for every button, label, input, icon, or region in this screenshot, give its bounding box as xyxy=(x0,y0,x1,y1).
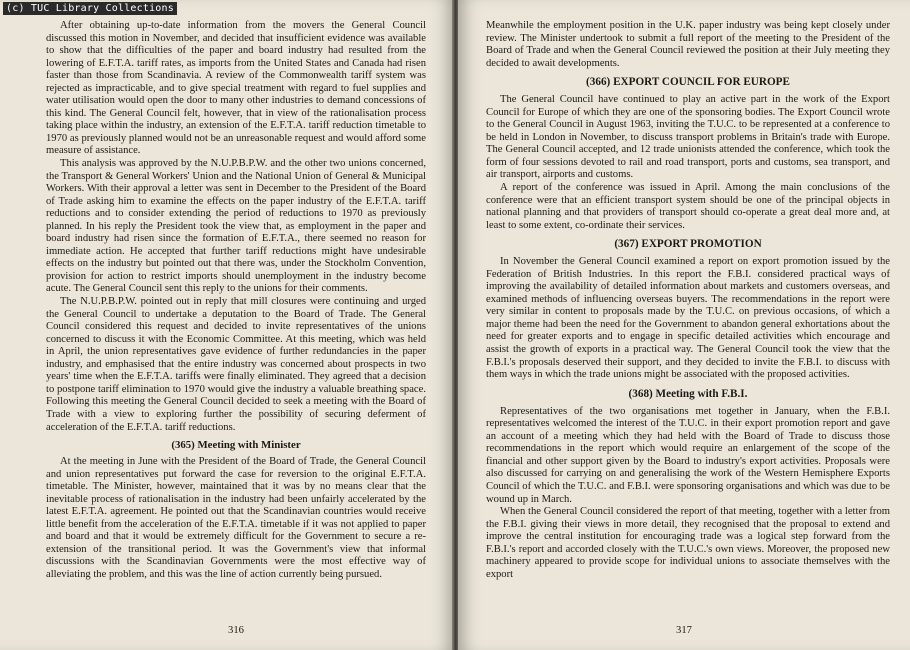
paragraph-366-1: The General Council have continued to play an active part in the work of the Export Council for Europe of which they are one of the sponsoring bodies. The Export Council wrote to the General Council in August 1963, inviting the T.U.C. to be represented at a conference to be held in London in November, to discuss transport problems in Britain's trade with Europe. The General Council accepted, and 12 trade unionists attended the conference, which took the form of four sessions devoted to rail and road transport, ports and customs, sea transport, and air transport, airports and customs. xyxy=(486,94,890,181)
page-number-left: 316 xyxy=(228,625,244,636)
left-paragraph-1: After obtaining up-to-date information from the movers the General Council discussed this motion in November, and decided that insufficient evidence was available to show that the difficulties of the paper and board industry had resulted from the lowering of E.F.T.A. tariff rates, as imports from the United States and Canada had risen faster than those from Scandinavia. A review of the Commonwealth tariff system was rejected as impracticable, and to give special treatment with regard to fuel supplies and water utilisation would open the door to many other industries to demand concessions of this kind. The General Council felt, however, that in view of the rationalisation process taking place within the industry, an extension of the E.F.T.A. tariff reduction timetable to 1970 as previously planned would not be an unreasonable request and would afford some measure of assistance. xyxy=(46,20,426,157)
heading-366: (366) EXPORT COUNCIL FOR EUROPE xyxy=(586,76,790,89)
paragraph-367: In November the General Council examined a report on export promotion issued by the Federation of British Industries. In this report the F.B.I. considered practical ways of improving the availability of detailed information about markets and customers overseas, and examined methods of influencing overseas buyers. The recommendations in the report were very similar in content to proposals made by the T.U.C. on previous occasions, of which a major theme had been the need for the Government to abandon general exhortations about the need for greater exports and to engage in specific detailed activities which encourage and assist the growth of exports in a practical way. The General Council took the view that the F.B.I.'s proposals deserved their support, and they decided to invite the F.B.I. to discuss with them ways in which the trade unions might be associated with the proposed activities. xyxy=(486,256,890,381)
paragraph-366-2: A report of the conference was issued in April. Among the main conclusions of the conference were that an efficient transport system should be one of the principal objects in national planning and that providers of transport should co-operate a great deal more and, at least to some extent, co-ordinate their services. xyxy=(486,182,890,231)
paragraph-368-2: When the General Council considered the report of that meeting, together with a letter from the F.B.I. giving their views in more detail, they recognised that the proposal to extend and improve the central institution for encouraging trade was a logical step forward from the F.B.I.'s report and accorded closely with the T.U.C.'s own views. Moreover, the proposed new machinery appeared to provide scope for individual unions to associate themselves with the export xyxy=(486,506,890,580)
paragraph-365: At the meeting in June with the President of the Board of Trade, the General Council and union representatives put forward the case for reversion to the original E.F.T.A. timetable. The Minister, however, maintained that it was by no means clear that the inevitable process of rationalisation in the industry had been unfairly accelerated by the latest E.F.T.A. agreement. He pointed out that the Scandinavian countries would receive little benefit from the acceleration of the E.F.T.A. timetable if it was not applied to paper and board and that it would be extremely difficult for the Government to secure a re-extension of the transitional period. It was the Government's view that informal discussions with the Scandinavian Governments were the most effective way of alleviating the problem, and this was the line of action currently being pursued. xyxy=(46,456,426,580)
left-paragraph-2: This analysis was approved by the N.U.P.B.P.W. and the other two unions concerned, the Transport & General Workers' Union and the National Union of General & Municipal Workers. With their approval a letter was sent in December to the President of the Board of Trade asking him to examine the effects on the paper industry of the E.F.T.A. tariff reductions and to consider extending the period of reductions to 1970 as previously planned. In his reply the President took the view that, as employment in the paper and board industry had risen since the formation of E.F.T.A., there seemed no reason for immediate action. He accepted that further tariff reductions might have undesirable effects on the industry but pointed out that there was, under the Stockholm Convention, provision for action to restrict imports should unemployment in the industry become acute. The General Council sent this reply to the unions for their comments. xyxy=(46,158,426,295)
collection-watermark: (c) TUC Library Collections xyxy=(3,2,177,15)
heading-368: (368) Meeting with F.B.I. xyxy=(628,387,748,400)
paragraph-368-1: Representatives of the two organisations met together in January, when the F.B.I. representatives welcomed the interest of the T.U.C. in their export promotion report and gave an account of a meeting which they had held with the Board of Trade to discuss those recommendations in the report which would require an enlargement of the scope of the financial and other support given by the Board to industry's export activities. Proposals were also discussed for carrying on and generalising the work of the Western Hemisphere Exports Council of which the T.U.C. and F.B.I. were sponsoring organisations and which was due to be wound up in March. xyxy=(486,405,890,505)
left-page xyxy=(0,0,454,650)
page-number-right: 317 xyxy=(676,625,692,636)
heading-365: (365) Meeting with Minister xyxy=(171,439,301,452)
left-paragraph-3: The N.U.P.B.P.W. pointed out in reply that mill closures were continuing and urged the General Council to undertake a deputation to the Board of Trade. The General Council considered this request and decided to invite representatives of the unions concerned to discuss it with the Economic Committee. At this meeting, which was held in April, the union representatives gave evidence of further redundancies in the paper industry, and emphasised that the entire industry was concerned about prospects in two years' time when the E.F.T.A. tariffs were finally eliminated. They agreed that a decision to postpone tariff elimination to 1970 would give the industry a valuable breathing space. Following this meeting the General Council decided to seek a meeting with the Board of Trade with a view to exploring further the possibility of securing deferment of acceleration of the E.F.T.A. tariff reductions. xyxy=(46,296,426,433)
right-paragraph-intro: Meanwhile the employment position in the U.K. paper industry was being kept closely under review. The Minister undertook to submit a full report of the meeting to the President of the Board of Trade and when the General Council reviewed the position at their July meeting they decided to await developments. xyxy=(486,20,890,69)
right-page xyxy=(458,0,910,650)
heading-367: (367) EXPORT PROMOTION xyxy=(614,238,762,251)
